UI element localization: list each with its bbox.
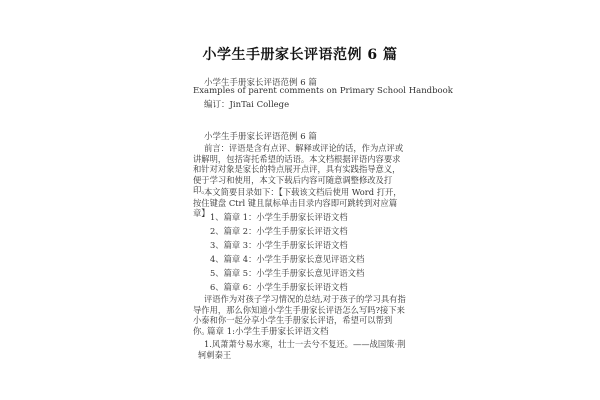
toc-item[interactable]: 4、篇章 4：小学生手册家长意见评语文档 bbox=[210, 254, 365, 264]
chapter-1-heading: 篇章 1:小学生手册家长评语文档 bbox=[207, 327, 329, 337]
toc-item[interactable]: 5、篇章 5：小学生手册家长意见评语文档 bbox=[210, 268, 365, 278]
toc-item[interactable]: 6、篇章 6：小学生手册家长评语文档 bbox=[210, 282, 348, 292]
summary-paragraph: 评语作为对孩子学习情况的总结,对于孩子的学习具有指导作用，那么你知道小学生手册家长评语怎么写吗?接下来小泰和你一起分享小学生手册家长评语，希望可以帮到你。 bbox=[193, 294, 406, 336]
toc-item[interactable]: 1、篇章 1：小学生手册家长评语文档 bbox=[210, 212, 348, 222]
header-title-repeat: 小学生手册家长评语范例 6 篇 bbox=[204, 78, 317, 88]
english-title: Examples of parent comments on Primary School Handbook bbox=[193, 86, 453, 96]
intro-paragraph: 前言：评语是含有点评、解释或评论的话，作为点评或讲解明，包括寄托希望的话语。本文档根据评语内容要求和针对对象是家长的特点展开点评，具有实践指导意义，便于学习和使用，本文下载后内容可随意调整修改及打印。 bbox=[193, 143, 404, 196]
document-title: 小学生手册家长评语范例 6 篇 bbox=[202, 47, 398, 63]
toc-item[interactable]: 2、篇章 2：小学生手册家长评语文档 bbox=[210, 226, 348, 236]
section-title: 小学生手册家长评语范例 6 篇 bbox=[204, 132, 317, 142]
brief-toc-intro: 本文简要目录如下：【下载该文档后使用 Word 打开，按住键盘 Ctrl 键且鼠标单击目录内容即可跳转到对应篇章】 bbox=[193, 187, 402, 219]
editor-line: 编订：JinTai College bbox=[204, 100, 290, 110]
chapter-1-text: 1.风萧萧兮易水寒，壮士一去兮不复还。——战国策·荆轲刺秦王 bbox=[198, 339, 406, 360]
toc-item[interactable]: 3、篇章 3：小学生手册家长评语文档 bbox=[210, 240, 348, 250]
